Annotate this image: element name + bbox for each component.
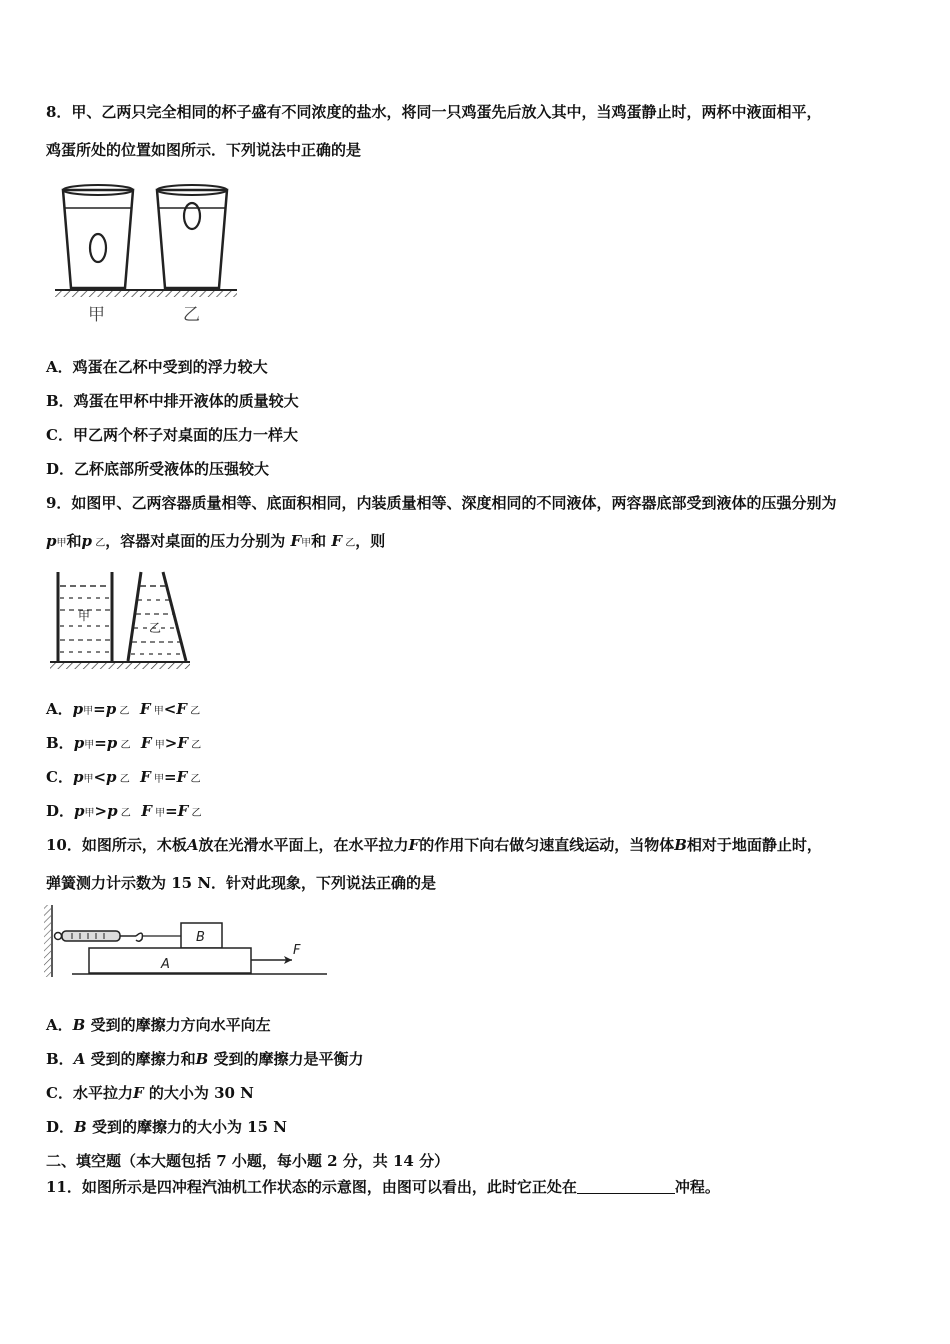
wall (44, 905, 51, 977)
egg-in-yi (184, 203, 200, 229)
label-jia-9: 甲 (78, 609, 91, 623)
q10-spring-scale-figure (42, 903, 332, 983)
container-yi (128, 572, 186, 661)
ground-9 (50, 662, 190, 669)
q9-stem-line1: 9．如图甲、乙两容器质量相等、底面积相同，内装质量相等、深度相同的不同液体，两容器底部受到液体的压强分别为 (46, 494, 837, 512)
q11-stem: 11．如图所示是四冲程汽油机工作状态的示意图，由图可以看出，此时它正处在 冲程。 (46, 1178, 720, 1196)
q9-containers-figure (48, 568, 193, 672)
label-yi-9: 乙 (149, 621, 162, 635)
q10-option-b[interactable]: B．A 受到的摩擦力和B 受到的摩擦力是平衡力 (46, 1050, 364, 1068)
q8-stem-line2: 鸡蛋所处的位置如图所示．下列说法中正确的是 (46, 141, 362, 159)
label-jia: 甲 (88, 305, 105, 325)
label-b: B (196, 930, 205, 945)
q9-option-d[interactable]: D．p甲>p 乙 F 甲=F 乙 (46, 802, 202, 820)
label-yi: 乙 (183, 305, 200, 325)
q9-option-c[interactable]: C．p甲<p 乙 F 甲=F 乙 (46, 768, 201, 786)
spring-scale (55, 931, 182, 941)
q8-stem-line1: 8．甲、乙两只完全相同的杯子盛有不同浓度的盐水，将同一只鸡蛋先后放入其中，当鸡蛋静止时，两杯中液面相平， (46, 103, 822, 121)
container-jia (58, 572, 112, 661)
q9-option-b[interactable]: B．p甲=p 乙 F 甲>F 乙 (46, 734, 202, 752)
cup-yi (157, 185, 227, 288)
table-surface (55, 290, 237, 297)
q8-option-c[interactable]: C．甲乙两个杯子对桌面的压力一样大 (46, 426, 298, 444)
q8-option-d[interactable]: D．乙杯底部所受液体的压强较大 (46, 460, 270, 478)
q9-stem-line2: p甲和p 乙，容器对桌面的压力分别为 F甲和 F 乙，则 (46, 532, 386, 550)
q10-stem-line2: 弹簧测力计示数为 15 N．针对此现象，下列说法正确的是 (46, 874, 437, 892)
label-f: F (293, 943, 301, 958)
q10-stem-line1: 10．如图所示，木板A放在光滑水平面上，在水平拉力F的作用下向右做匀速直线运动，当物体B相对于地面静止时， (46, 836, 822, 854)
section2-heading: 二、填空题（本大题包括 7 小题，每小题 2 分，共 14 分） (46, 1152, 450, 1170)
q10-option-c[interactable]: C．水平拉力F 的大小为 30 N (46, 1084, 254, 1102)
egg-in-jia (90, 234, 106, 262)
q8-cups-figure (55, 178, 240, 326)
q8-option-a[interactable]: A．鸡蛋在乙杯中受到的浮力较大 (46, 358, 268, 376)
board-a (89, 948, 251, 973)
q10-option-d[interactable]: D．B 受到的摩擦力的大小为 15 N (46, 1118, 287, 1136)
label-a: A (161, 957, 170, 972)
q9-option-a[interactable]: A．p甲=p 乙 F 甲<F 乙 (46, 700, 201, 718)
cup-jia (63, 185, 133, 288)
q8-option-b[interactable]: B．鸡蛋在甲杯中排开液体的质量较大 (46, 392, 299, 410)
q10-option-a[interactable]: A．B 受到的摩擦力方向水平向左 (46, 1016, 271, 1034)
q11-answer-blank[interactable] (577, 1179, 675, 1194)
